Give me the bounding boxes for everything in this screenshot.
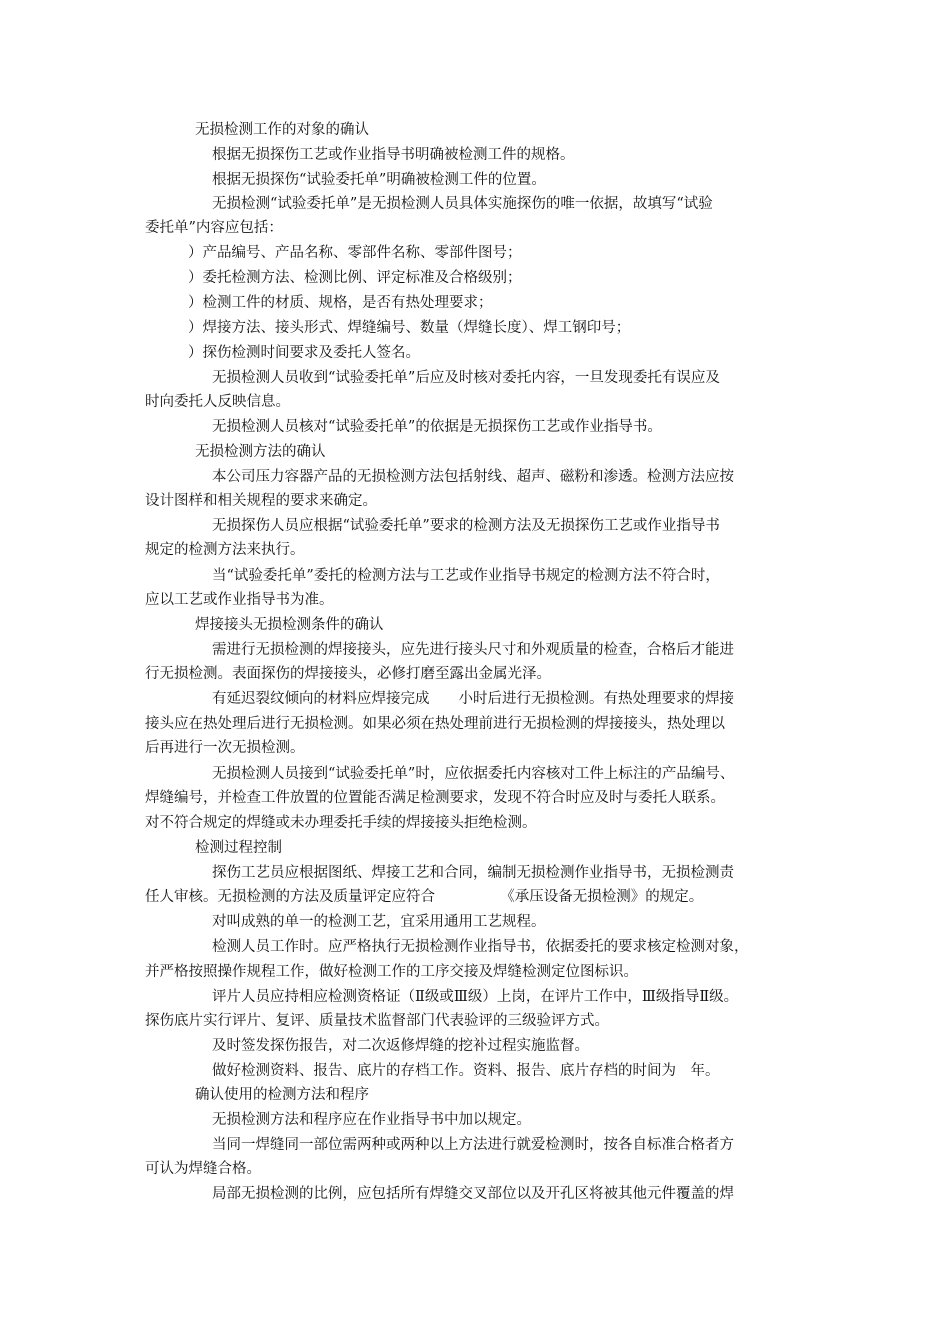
paragraph-line: 当同一焊缝同一部位需两种或两种以上方法进行就爱检测时，按各自标准合格者方 <box>212 1137 734 1153</box>
paragraph-line: 探伤工艺员应根据图纸、焊接工艺和合同，编制无损检测作业指导书，无损检测责 <box>212 865 734 881</box>
paragraph-line: 无损探伤人员应根据“试验委托单”要求的检测方法及无损探伤工艺或作业指导书 <box>212 518 720 534</box>
paragraph-line: 设计图样和相关规程的要求来确定。 <box>145 493 377 509</box>
list-item: ）探伤检测时间要求及委托人签名。 <box>188 345 420 361</box>
paragraph-line: 接头应在热处理后进行无损检测。如果必须在热处理前进行无损检测的焊接接头，热处理以 <box>145 716 725 732</box>
paragraph-line: 根据无损探伤“试验委托单”明确被检测工件的位置。 <box>212 172 546 188</box>
section-heading-method-procedure: 确认使用的检测方法和程序 <box>195 1087 369 1103</box>
paragraph-line: 做好检测资料、报告、底片的存档工作。资料、报告、底片存档的时间为 年。 <box>212 1063 720 1079</box>
paragraph-line: 及时签发探伤报告，对二次返修焊缝的挖补过程实施监督。 <box>212 1038 589 1054</box>
list-item: ）产品编号、产品名称、零部件名称、零部件图号； <box>188 245 522 261</box>
paragraph-line: 任人审核。无损检测的方法及质量评定应符合 《承压设备无损检测》的规定。 <box>145 889 704 905</box>
paragraph-line: 后再进行一次无损检测。 <box>145 740 305 756</box>
paragraph-line: 局部无损检测的比例，应包括所有焊缝交叉部位以及开孔区将被其他元件覆盖的焊 <box>212 1186 734 1202</box>
paragraph-line: 评片人员应持相应检测资格证（Ⅱ级或Ⅲ级）上岗，在评片工作中，Ⅲ级指导Ⅱ级。 <box>212 989 739 1005</box>
paragraph-line: 根据无损探伤工艺或作业指导书明确被检测工件的规格。 <box>212 147 575 163</box>
section-heading-weld-conditions: 焊接接头无损检测条件的确认 <box>195 617 384 633</box>
list-item: ）委托检测方法、检测比例、评定标准及合格级别； <box>188 270 522 286</box>
paragraph-line: 规定的检测方法来执行。 <box>145 542 305 558</box>
paragraph-line: 无损检测“试验委托单”是无损检测人员具体实施探伤的唯一依据，故填写“试验 <box>212 196 713 212</box>
paragraph-line: 并严格按照操作规程工作，做好检测工作的工序交接及焊缝检测定位图标识。 <box>145 964 638 980</box>
paragraph-line: 探伤底片实行评片、复评、质量技术监督部门代表验评的三级验评方式。 <box>145 1013 609 1029</box>
paragraph-line: 无损检测人员收到“试验委托单”后应及时核对委托内容，一旦发现委托有误应及 <box>212 370 720 386</box>
section-heading-object-confirmation: 无损检测工作的对象的确认 <box>195 122 369 138</box>
paragraph-line: 无损检测人员核对“试验委托单”的依据是无损探伤工艺或作业指导书。 <box>212 419 662 435</box>
paragraph-line: 无损检测人员接到“试验委托单”时，应依据委托内容核对工件上标注的产品编号、 <box>212 766 735 782</box>
paragraph-line: 当“试验委托单”委托的检测方法与工艺或作业指导书规定的检测方法不符合时， <box>212 568 720 584</box>
paragraph-line: 检测人员工作时。应严格执行无损检测作业指导书，依据委托的要求核定检测对象， <box>212 939 749 955</box>
paragraph-line: 委托单”内容应包括： <box>145 220 283 236</box>
paragraph-line: 需进行无损检测的焊接接头，应先进行接头尺寸和外观质量的检查，合格后才能进 <box>212 642 734 658</box>
paragraph-line: 可认为焊缝合格。 <box>145 1161 261 1177</box>
paragraph-line: 对不符合规定的焊缝或未办理委托手续的焊接接头拒绝检测。 <box>145 815 537 831</box>
section-heading-process-control: 检测过程控制 <box>195 840 282 856</box>
list-item: ）检测工件的材质、规格，是否有热处理要求； <box>188 295 493 311</box>
paragraph-line: 本公司压力容器产品的无损检测方法包括射线、超声、磁粉和渗透。检测方法应按 <box>212 469 734 485</box>
paragraph-line: 无损检测方法和程序应在作业指导书中加以规定。 <box>212 1112 531 1128</box>
paragraph-line: 焊缝编号，并检查工件放置的位置能否满足检测要求，发现不符合时应及时与委托人联系。 <box>145 790 725 806</box>
list-item: ）焊接方法、接头形式、焊缝编号、数量（焊缝长度）、焊工钢印号； <box>188 320 631 336</box>
paragraph-line: 应以工艺或作业指导书为准。 <box>145 592 334 608</box>
paragraph-line: 有延迟裂纹倾向的材料应焊接完成 小时后进行无损检测。有热处理要求的焊接 <box>212 691 734 707</box>
paragraph-line: 对叫成熟的单一的检测工艺，宜采用通用工艺规程。 <box>212 914 546 930</box>
paragraph-line: 时向委托人反映信息。 <box>145 394 290 410</box>
paragraph-line: 行无损检测。表面探伤的焊接接头，必修打磨至露出金属光泽。 <box>145 666 551 682</box>
section-heading-method-confirmation: 无损检测方法的确认 <box>195 444 326 460</box>
